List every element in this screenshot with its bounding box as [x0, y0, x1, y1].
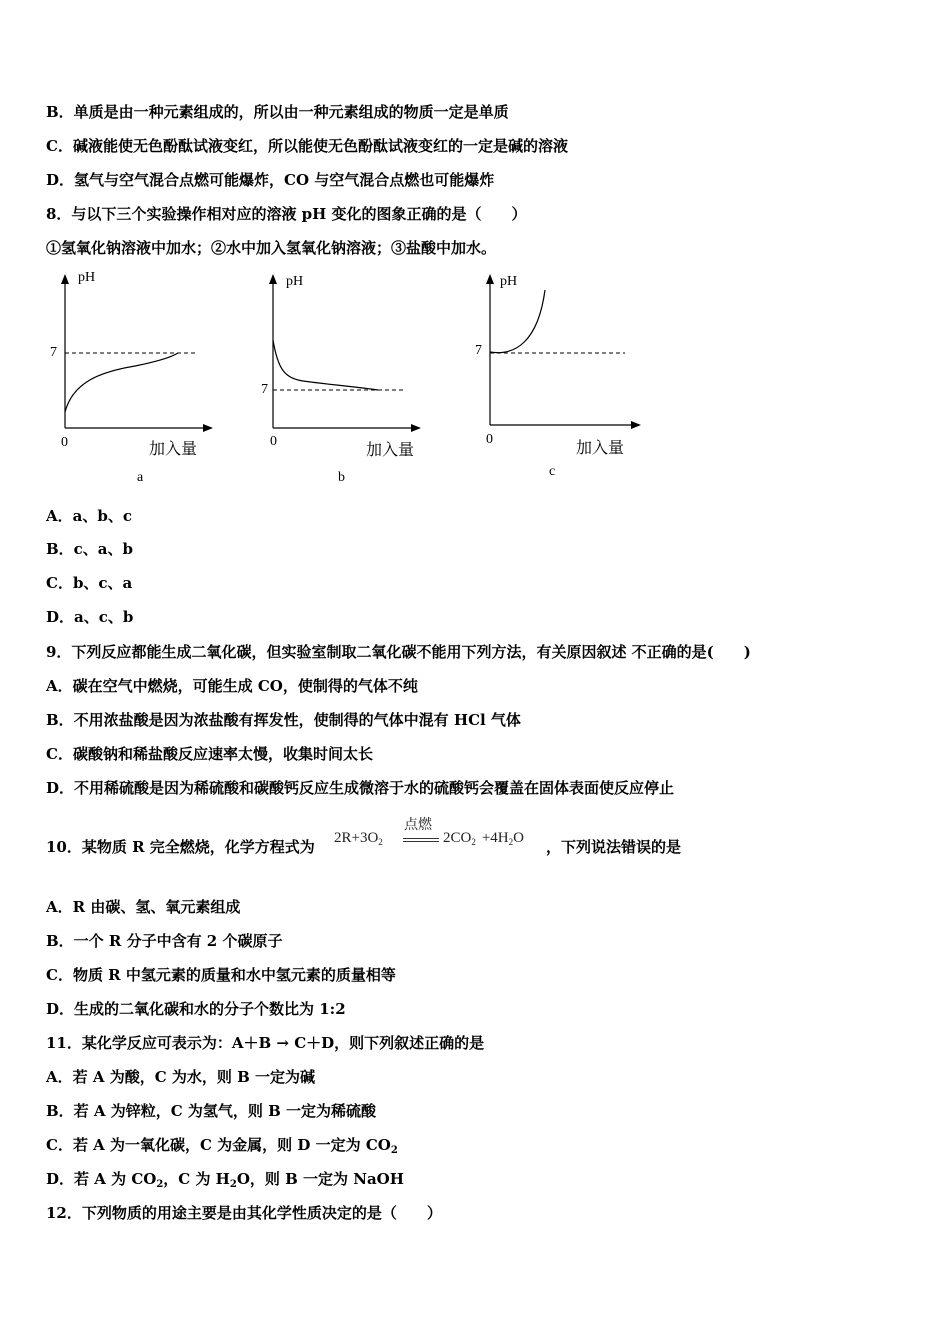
- graph-c-xlabel: 加入量: [576, 440, 625, 457]
- q11-option-b: B．若 A 为锌粒，C 为氢气，则 B 一定为稀硫酸: [46, 1102, 377, 1120]
- eq-left: $2R+3O_2$: [334, 830, 383, 847]
- q8-stem: 8．与以下三个实验操作相对应的溶液 pH 变化的图象正确的是（ ）: [46, 205, 527, 223]
- q11-option-a: A．若 A 为酸，C 为水，则 B 一定为碱: [46, 1068, 316, 1086]
- q9-stem: 9．下列反应都能生成二氧化碳，但实验室制取二氧化碳不能用下列方法，有关原因叙述 不正确的是( ): [46, 643, 751, 661]
- graph-b-xlabel: 加入量: [366, 442, 415, 459]
- eq-right: $2CO_2 +4H_2O$: [443, 830, 524, 847]
- graph-c: [470, 270, 645, 490]
- graph-a-xlabel: 加入量: [149, 441, 198, 458]
- graph-a-ylabel: pH: [78, 270, 96, 285]
- graph-c-origin: 0: [486, 432, 493, 447]
- q10-equation: [334, 816, 548, 866]
- q10-option-a: A．R 由碳、氢、氧元素组成: [46, 898, 241, 916]
- q11-option-c: C．若 A 为一氧化碳，C 为金属，则 D 一定为 $CO_2$: [46, 1136, 398, 1156]
- q7-option-b: B．单质是由一种元素组成的，所以由一种元素组成的物质一定是单质: [46, 103, 509, 121]
- graph-a-origin: 0: [61, 435, 68, 450]
- q8-operations: ①氢氧化钠溶液中加水；②水中加入氢氧化钠溶液；③盐酸中加水。: [46, 239, 497, 257]
- q10-option-d: D．生成的二氧化碳和水的分子个数比为 1:2: [46, 1000, 346, 1018]
- graph-a-caption: a: [137, 470, 144, 485]
- q12-stem: 12．下列物质的用途主要是由其化学性质决定的是（ ）: [46, 1204, 442, 1222]
- graph-b-seven: 7: [261, 382, 268, 397]
- q9-option-c: C．碳酸钠和稀盐酸反应速率太慢，收集时间太长: [46, 745, 373, 763]
- q9-option-b: B．不用浓盐酸是因为浓盐酸有挥发性，使制得的气体中混有 HCl 气体: [46, 711, 521, 729]
- q8-option-a: A．a、b、c: [46, 507, 132, 525]
- graph-c-curve: [490, 290, 545, 353]
- q10-stem-prefix: 10．某物质 R 完全燃烧，化学方程式为: [46, 838, 315, 856]
- q10-option-c: C．物质 R 中氢元素的质量和水中氢元素的质量相等: [46, 966, 396, 984]
- graph-a: [45, 270, 215, 490]
- graph-b-ylabel: pH: [286, 274, 304, 289]
- graph-c-seven: 7: [475, 343, 482, 358]
- q9-option-a: A．碳在空气中燃烧，可能生成 CO，使制得的气体不纯: [46, 677, 418, 695]
- q10-option-b: B．一个 R 分子中含有 2 个碳原子: [46, 932, 283, 950]
- q8-option-b: B．c、a、b: [46, 540, 134, 558]
- q10-stem-suffix: ，下列说法错误的是: [546, 838, 682, 856]
- q7-option-c: C．碱液能使无色酚酞试液变红，所以能使无色酚酞试液变红的一定是碱的溶液: [46, 137, 568, 155]
- graph-c-ylabel: pH: [500, 274, 518, 289]
- graph-b-origin: 0: [270, 434, 277, 449]
- q8-option-c: C．b、c、a: [46, 574, 133, 592]
- graph-b-curve: [273, 340, 378, 390]
- graph-a-curve: [65, 353, 178, 412]
- q7-option-d: D．氢气与空气混合点燃可能爆炸，CO 与空气混合点燃也可能爆炸: [46, 171, 495, 189]
- graph-b: [253, 270, 423, 490]
- graph-b-caption: b: [338, 470, 345, 485]
- q11-stem: 11．某化学反应可表示为：A＋B → C＋D，则下列叙述正确的是: [46, 1034, 485, 1052]
- graph-a-seven: 7: [50, 345, 57, 360]
- graph-c-caption: c: [549, 464, 556, 479]
- q9-option-d: D．不用稀硫酸是因为稀硫酸和碳酸钙反应生成微溶于水的硫酸钙会覆盖在固体表面使反应停止: [46, 779, 675, 797]
- q8-option-d: D．a、c、b: [46, 608, 134, 626]
- q11-option-d: D．若 A 为 $CO_2$，C 为 $H_2O$，则 B 一定为 NaOH: [46, 1170, 404, 1190]
- eq-condition: 点燃: [404, 817, 432, 833]
